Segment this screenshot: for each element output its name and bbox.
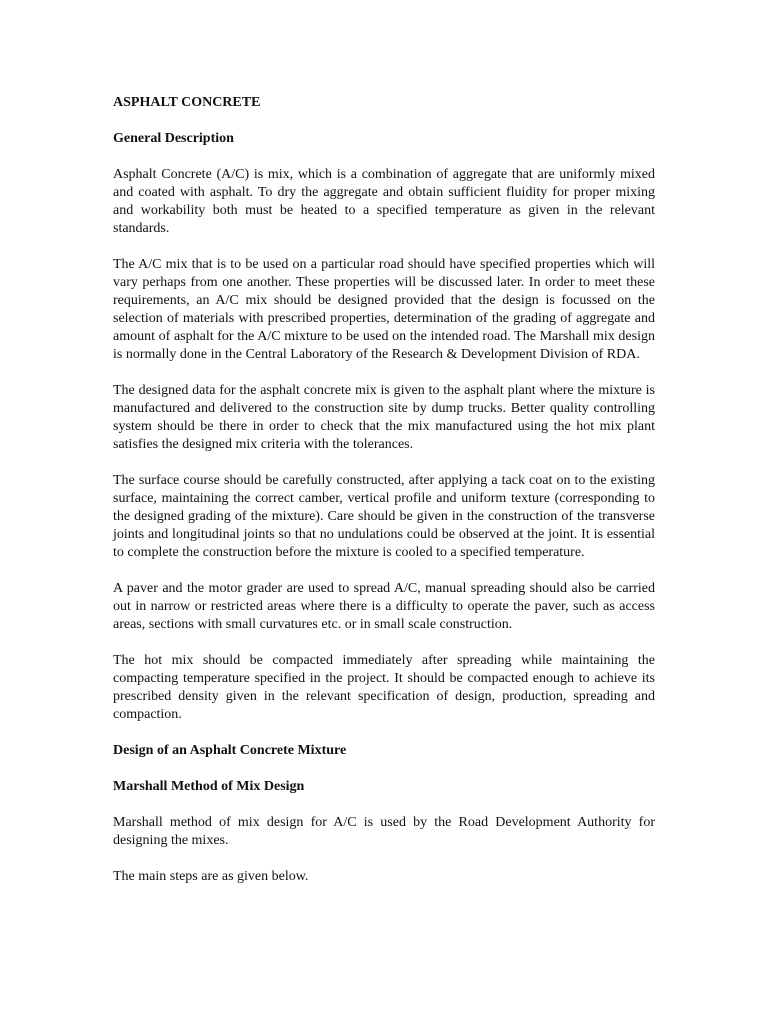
paragraph-marshall-method: Marshall method of mix design for A/C is used by the Road Development Authority for designing the mixes. [113, 815, 655, 848]
section-heading-general-description: General Description [113, 131, 234, 146]
paragraph-spreading: A paver and the motor grader are used to spread A/C, manual spreading should also be carried out in narrow or restricted areas where there is a difficulty to operate the paver, such as access areas, sections with small curvatures etc. or in small scale construction. [113, 581, 655, 632]
paragraph-main-steps: The main steps are as given below. [113, 869, 309, 884]
document-body [113, 94, 655, 904]
paragraph-surface-course: The surface course should be carefully constructed, after applying a tack coat on to the existing surface, maintaining the correct camber, vertical profile and uniform texture (corresponding to the designed grading of the mixture). Care should be given in the construction of the transverse joints and longitudinal joints so that no undulations could be observed at the joint. It is essential to complete the construction before the mixture is cooled to a specified temperature. [113, 473, 655, 560]
document-title: ASPHALT CONCRETE [113, 95, 261, 110]
paragraph-compaction: The hot mix should be compacted immediately after spreading while maintaining the compacting temperature specified in the project. It should be compacted enough to achieve its prescribed density given in the relevant specification of design, production, spreading and compaction. [113, 653, 655, 722]
section-heading-marshall: Marshall Method of Mix Design [113, 779, 305, 794]
section-heading-design: Design of an Asphalt Concrete Mixture [113, 743, 347, 758]
paragraph-definition: Asphalt Concrete (A/C) is mix, which is a combination of aggregate that are uniformly mixed and coated with asphalt. To dry the aggregate and obtain sufficient fluidity for proper mixing and workability both must be heated to a specified temperature as given in the relevant standards. [113, 167, 655, 236]
paragraph-plant-production: The designed data for the asphalt concrete mix is given to the asphalt plant where the mixture is manufactured and delivered to the construction site by dump trucks. Better quality controlling system should be there in order to check that the mix manufactured using the hot mix plant satisfies the designed mix criteria with the tolerances. [113, 383, 655, 452]
paragraph-mix-properties: The A/C mix that is to be used on a particular road should have specified properties which will vary perhaps from one another. These properties will be discussed later. In order to meet these requirements, an A/C mix should be designed provided that the design is focussed on the selection of materials with prescribed properties, determination of the grading of aggregate and amount of asphalt for the A/C mixture to be used on the intended road. The Marshall mix design is normally done in the Central Laboratory of the Research & Development Division of RDA. [113, 257, 655, 362]
